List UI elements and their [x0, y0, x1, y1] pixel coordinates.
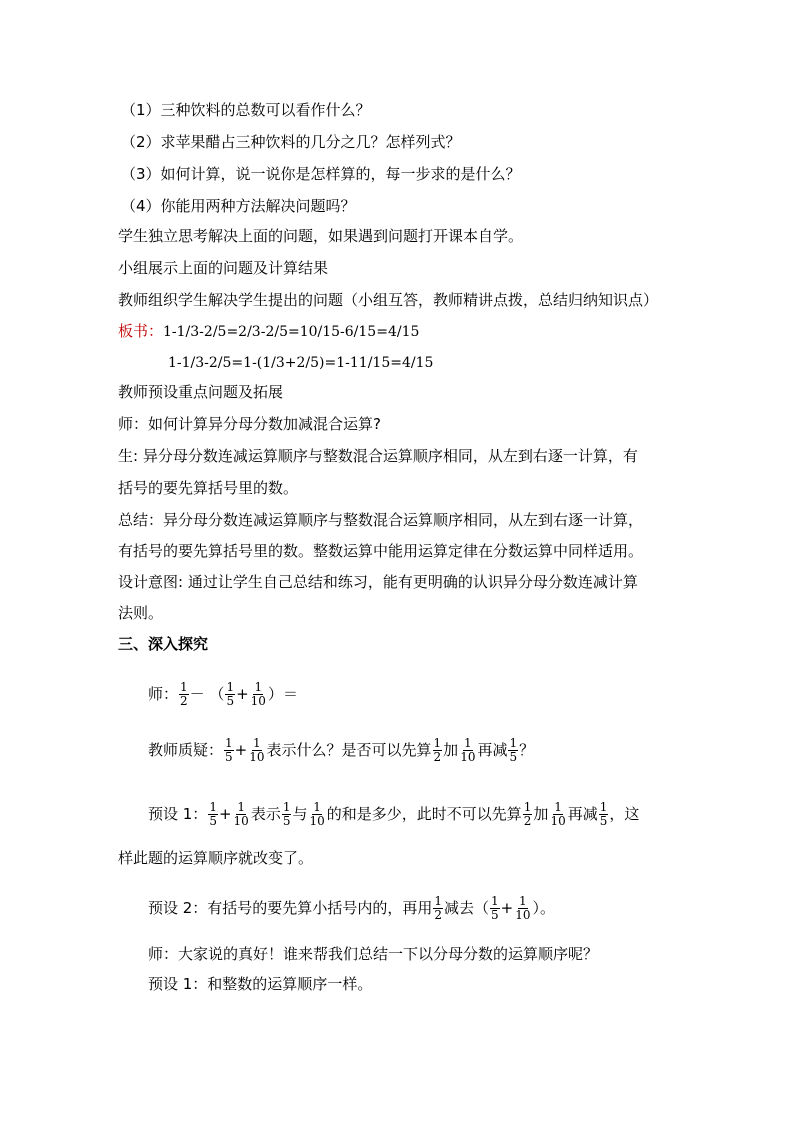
board-equation-2: 1-1/3-2/5=1-(1/3+2/5)=1-11/15=4/15: [168, 355, 434, 371]
board-line-2: [168, 352, 433, 373]
student-answer-line-2: 括号的要先算括号里的数。: [118, 479, 299, 497]
doubt-prefix: 教师质疑：: [148, 741, 224, 759]
preset1-text-2: 与: [292, 805, 308, 823]
design-line-2: 法则。: [118, 604, 164, 622]
fraction-one-half: $\frac{1}{2}$: [434, 894, 442, 922]
summary-line-1: 总结：异分母分数连减运算顺序与整数混合运算顺序相同，从左到右逐一计算，: [118, 511, 644, 529]
student-answer-line-1: 生: 异分母分数连减运算顺序与整数混合运算顺序相同，从左到右逐一计算，有: [118, 447, 638, 465]
preset1-text-6: ，这: [609, 805, 640, 823]
fraction-one-tenth: $\frac{1}{10}$: [249, 736, 265, 764]
fraction-one-tenth: $\frac{1}{10}$: [515, 894, 531, 922]
teacher-organize-paragraph: 教师组织学生解决学生提出的问题（小组互答，教师精讲点拨，总结归纳知识点）: [118, 291, 659, 309]
preset-focus-heading: 教师预设重点问题及拓展: [118, 383, 284, 401]
expr-minus: － （: [189, 685, 225, 703]
teacher-question: 师：如何计算异分母分数加减混合运算?: [118, 415, 381, 433]
doubt-text-2: 加: [443, 741, 459, 759]
fraction-one-fifth: $\frac{1}{5}$: [209, 800, 217, 828]
fraction-one-fifth: $\frac{1}{5}$: [509, 736, 518, 764]
preset-1-line-1: 预设 1： $\frac{1}{5}$ + $\frac{1}{10}$ 表示 $\frac{1}{5}$ 与 $\frac{1}{10}$ 的和是多少，此时不可以先算 $\frac{1}{2}$ 加 $\frac{1}{10}$ 再减 $\frac{1}{5}$ ，这: [148, 800, 640, 828]
fraction-one-tenth: $\frac{1}{10}$: [460, 736, 476, 764]
doubt-text-1: 表示什么？是否可以先算: [266, 741, 432, 759]
self-study-paragraph: 学生独立思考解决上面的问题，如果遇到问题打开课本自学。: [118, 227, 524, 245]
fraction-one-fifth: $\frac{1}{5}$: [490, 894, 499, 922]
board-equation-1: 1-1/3-2/5=2/3-2/5=10/15-6/15=4/15: [163, 324, 420, 340]
doubt-text-3: 再减: [477, 741, 508, 759]
fraction-one-fifth: $\frac{1}{5}$: [282, 800, 291, 828]
preset1-text-4: 加: [533, 805, 549, 823]
teacher-praise: 师：大家说的真好！谁来帮我们总结一下以分母分数的运算顺序呢？: [148, 945, 599, 963]
fraction-one-half: $\frac{1}{2}$: [180, 680, 188, 708]
expression-line-1: [148, 676, 298, 712]
question-1: （1）三种饮料的总数可以看作什么？: [121, 101, 371, 119]
expr-plus: +: [236, 685, 249, 703]
fraction-one-fifth: $\frac{1}{5}$: [599, 800, 608, 828]
fraction-one-half: $\frac{1}{2}$: [433, 736, 442, 764]
doubt-text-4: ？: [519, 741, 535, 759]
expr-close: ）＝: [267, 685, 298, 703]
preset1-text-5: 再减: [567, 805, 598, 823]
preset1-text-3: 的和是多少，此时不可以先算: [326, 805, 522, 823]
fraction-one-tenth: $\frac{1}{10}$: [250, 680, 266, 708]
question-4: （4）你能用两种方法解决问题吗？: [121, 197, 356, 215]
board-label: 板书：: [118, 322, 164, 340]
preset1-text-1: 表示: [250, 805, 281, 823]
fraction-one-tenth: $\frac{1}{10}$: [309, 800, 325, 828]
preset1-prefix: 预设 1：: [148, 805, 208, 823]
preset-last: 预设 1：和整数的运算顺序一样。: [148, 975, 373, 993]
section-3-title: 三、深入探究: [118, 635, 209, 653]
design-line-1: 设计意图: 通过让学生自己总结和练习，能有更明确的认识异分母分数连减计算: [118, 573, 638, 591]
preset2-text-3: ）。: [532, 899, 555, 917]
summary-line-2: 有括号的要先算括号里的数。整数运算中能用运算定律在分数运算中同样适用。: [118, 542, 644, 560]
fraction-one-tenth: $\frac{1}{10}$: [550, 800, 566, 828]
fraction-one-half: $\frac{1}{2}$: [523, 800, 532, 828]
board-line-1: [118, 321, 419, 342]
preset2-text-2: 减去（: [443, 899, 489, 917]
teacher-doubt-line: 教师质疑： $\frac{1}{5}$ + $\frac{1}{10}$ 表示什么？是否可以先算 $\frac{1}{2}$ 加 $\frac{1}{10}$ 再减 $\frac{1}{5}$ ？: [148, 736, 535, 764]
expr-prefix: 师：: [148, 685, 179, 703]
preset2-text-1: 预设 2：有括号的要先算小括号内的，再用: [148, 899, 433, 917]
group-show-paragraph: 小组展示上面的问题及计算结果: [118, 259, 329, 277]
question-2: （2）求苹果醋占三种饮料的几分之几？怎样列式？: [121, 133, 461, 151]
preset-2-line: 预设 2：有括号的要先算小括号内的，再用 $\frac{1}{2}$ 减去（ $\frac{1}{5}$ + $\frac{1}{10}$ ）。: [148, 894, 555, 922]
fraction-one-fifth: $\frac{1}{5}$: [225, 736, 233, 764]
fraction-one-fifth: $\frac{1}{5}$: [226, 680, 235, 708]
fraction-one-tenth: $\frac{1}{10}$: [233, 800, 249, 828]
question-3: （3）如何计算，说一说你是怎样算的，每一步求的是什么？: [121, 165, 521, 183]
preset-1-line-2: 样此题的运算顺序就改变了。: [118, 849, 314, 867]
